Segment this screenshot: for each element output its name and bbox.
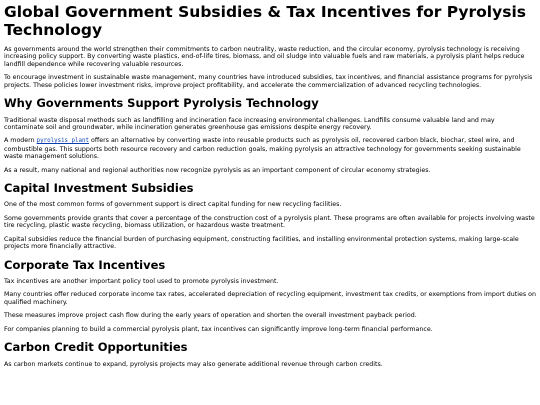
section-heading-tax: Corporate Tax Incentives <box>4 257 166 272</box>
intro-paragraph-2: To encourage investment in sustainable waste management, many countries have introduced subsidies, tax incentives, and financial assistance programs for pyrolysis projects. These policies lower investment risks, improve project profitability, and accelerate the commercialization of advanced recycling technologies. <box>4 74 533 89</box>
intro-paragraph-1: As governments around the world strengthen their commitments to carbon neutrality, waste reduction, and the circular economy, pyrolysis technology is receiving increasing policy support. By converting waste plastics, end-of-life tires, biomass, and oil sludge into valuable fuels and raw materials, a pyrolysis plant helps reduce landfill dependence while recovering valuable resources. <box>4 46 525 68</box>
why-paragraph-2 <box>4 137 536 160</box>
why-paragraph-2-after: offers an alternative by converting waste into reusable products such as pyrolysis oil, recovered carbon black, biochar, steel wire, and combustible gas. This supports both resource recovery and carbon reduction goals, making pyrolysis an attractive technology for governments seeking sustainable waste management solutions. <box>4 137 521 161</box>
capital-paragraph-1: One of the most common forms of government support is direct capital funding for new recycling facilities. <box>4 201 342 209</box>
capital-paragraph-3: Capital subsidies reduce the financial burden of purchasing equipment, constructing facilities, and installing environmental protection systems, making large-scale projects more financially attractive. <box>4 235 519 251</box>
pyrolysis-plant-link[interactable]: pyrolysis plant <box>36 138 89 145</box>
why-paragraph-2-before: A modern <box>4 137 37 145</box>
capital-paragraph-2: Some governments provide grants that cover a percentage of the construction cost of a pyrolysis plant. These programs are often available for projects involving waste tire recycling, plastic waste recycling, biomass utilization, or hazardous waste treatment. <box>4 214 535 230</box>
section-heading-why: Why Governments Support Pyrolysis Technology <box>4 96 319 111</box>
why-paragraph-3: As a result, many national and regional authorities now recognize pyrolysis as an important component of circular economy strategies. <box>4 166 431 174</box>
section-heading-carbon: Carbon Credit Opportunities <box>4 340 188 355</box>
carbon-paragraph-1: As carbon markets continue to expand, pyrolysis projects may also generate additional revenue through carbon credits. <box>4 360 383 368</box>
page-title: Global Government Subsidies & Tax Incentives for Pyrolysis Technology <box>4 3 526 39</box>
section-heading-capital: Capital Investment Subsidies <box>4 180 194 195</box>
tax-paragraph-2: Many countries offer reduced corporate income tax rates, accelerated depreciation of recycling equipment, investment tax credits, or exemptions from import duties on qualified machinery. <box>4 291 536 306</box>
tax-paragraph-3: These measures improve project cash flow during the early years of operation and shorten the overall investment payback period. <box>4 312 417 320</box>
tax-paragraph-1: Tax incentives are another important policy tool used to promote pyrolysis investment. <box>4 278 279 285</box>
why-paragraph-1: Traditional waste disposal methods such as landfilling and incineration face increasing environmental challenges. Landfills consume valuable land and may contaminate soil and groundwater, while incineration generates greenhouse gas emissions despite energy recovery. <box>4 116 495 131</box>
tax-paragraph-4: For companies planning to build a commercial pyrolysis plant, tax incentives can significantly improve long-term financial performance. <box>4 325 433 333</box>
